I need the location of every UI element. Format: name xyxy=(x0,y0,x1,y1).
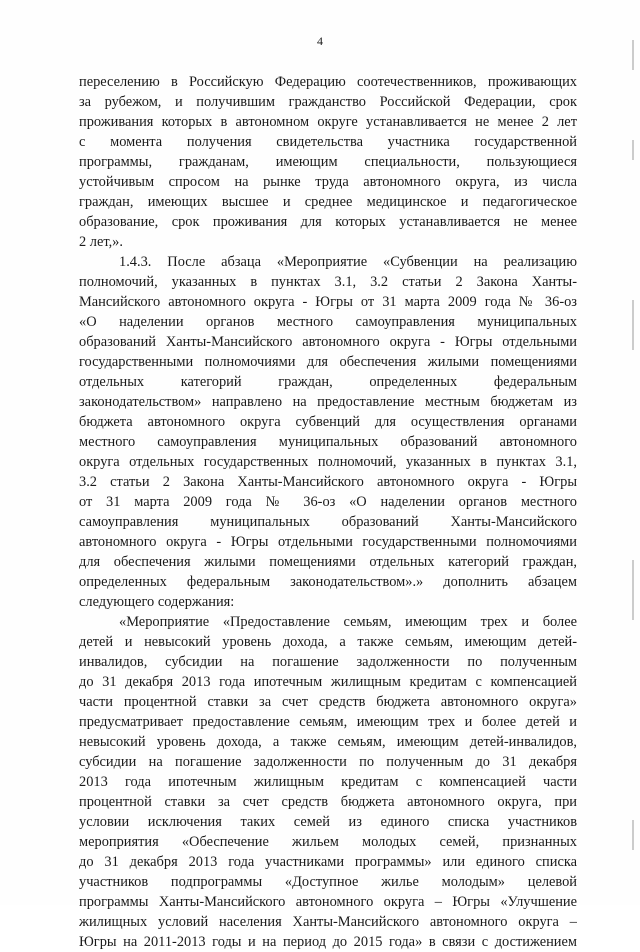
text-line: предусматривает предоставление семьям, имеющим трех и более детей и xyxy=(79,714,577,730)
text-line: Мансийского автономного округа - Югры от 31 марта 2009 года № 36-оз xyxy=(79,294,577,310)
text-line: отдельных категорий граждан, определенных федеральным xyxy=(79,374,577,390)
text-line: жилищных условий населения Ханты-Мансийского автономного округа – xyxy=(79,914,577,930)
text-line: автономного округа - Югры отдельными государственными полномочиями xyxy=(79,534,577,550)
text-line: округа отдельных государственных полномочий, указанных в пунктах 3.1, xyxy=(79,454,577,470)
text-line: самоуправления муниципальных образований Ханты-Мансийского xyxy=(79,514,577,530)
scan-edge-marks xyxy=(630,0,634,905)
text-line: невысокий уровень дохода, а также семьям, имеющим детей-инвалидов, xyxy=(79,734,577,750)
text-line: полномочий, указанных в пунктах 3.1, 3.2 статьи 2 Закона Ханты- xyxy=(79,274,577,290)
text-line: граждан, имеющих высшее и среднее медицинское и педагогическое xyxy=(79,194,577,210)
text-line: следующего содержания: xyxy=(79,594,235,610)
text-line: детей и невысокий уровень дохода, а также семьям, имеющим детей- xyxy=(79,634,577,650)
text-line: «О наделении органов местного самоуправления муниципальных xyxy=(79,314,577,330)
text-line: 3.2 статьи 2 Закона Ханты-Мансийского автономного округа - Югры xyxy=(79,474,577,490)
text-line: до 31 декабря 2013 года участниками программы» или единого списка xyxy=(79,854,577,870)
text-line: 2 лет,». xyxy=(79,234,123,250)
text-line: устойчивым спросом на рынке труда автономного округа, из числа xyxy=(79,174,577,190)
text-line: 2013 года ипотечным жилищным кредитам с компенсацией части xyxy=(79,774,577,790)
text-line: программы, гражданам, имеющим специальности, пользующиеся xyxy=(79,154,577,170)
text-line: от 31 марта 2009 года № 36-оз «О наделении органов местного xyxy=(79,494,577,510)
text-line: программы Ханты-Мансийского автономного округа – Югры «Улучшение xyxy=(79,894,577,910)
text-line: «Мероприятие «Предоставление семьям, имеющим трех и более xyxy=(119,614,577,630)
text-line: за рубежом, и получившим гражданство Российской Федерации, срок xyxy=(79,94,577,110)
text-line: инвалидов, субсидии на погашение задолженности по полученным xyxy=(79,654,577,670)
text-line: законодательством» направлено на предоставление местным бюджетам из xyxy=(79,394,577,410)
text-line: проживания которых в автономном округе устанавливается не менее 2 лет xyxy=(79,114,577,130)
text-line: местного самоуправления муниципальных образований автономного xyxy=(79,434,577,450)
text-line: субсидии на погашение задолженности по полученным до 31 декабря xyxy=(79,754,577,770)
text-line: до 31 декабря 2013 года ипотечным жилищным кредитам с компенсацией xyxy=(79,674,577,690)
document-body xyxy=(79,72,577,952)
text-line: мероприятия «Обеспечение жильем молодых семей, признанных xyxy=(79,834,577,850)
text-line: для обеспечения жилыми помещениями отдельных категорий граждан, xyxy=(79,554,577,570)
text-line: процентной ставки за счет средств бюджета автономного округа, при xyxy=(79,794,577,810)
text-line: Югры на 2011-2013 годы и на период до 2015 года» в связи с достижением xyxy=(79,934,577,950)
text-line: части процентной ставки за счет средств бюджета автономного округа» xyxy=(79,694,577,710)
text-line: условии исключения таких семей из единого списка участников xyxy=(79,814,577,830)
text-line: переселению в Российскую Федерацию соотечественников, проживающих xyxy=(79,74,577,90)
text-line: бюджета автономного округа субвенций для осуществления органами xyxy=(79,414,577,430)
text-line: государственными полномочиями для обеспечения жилыми помещениями xyxy=(79,354,577,370)
text-line: участников подпрограммы «Доступное жилье молодым» целевой xyxy=(79,874,577,890)
text-line: образований Ханты-Мансийского автономного округа - Югры отдельными xyxy=(79,334,577,350)
text-line: с момента получения свидетельства участника государственной xyxy=(79,134,577,150)
text-line: образование, срок проживания для которых устанавливается не менее xyxy=(79,214,577,230)
page-number: 4 xyxy=(317,34,323,48)
text-line: 1.4.3. После абзаца «Мероприятие «Субвенции на реализацию xyxy=(119,254,577,270)
text-line: определенных федеральным законодательством».» дополнить абзацем xyxy=(79,574,577,590)
